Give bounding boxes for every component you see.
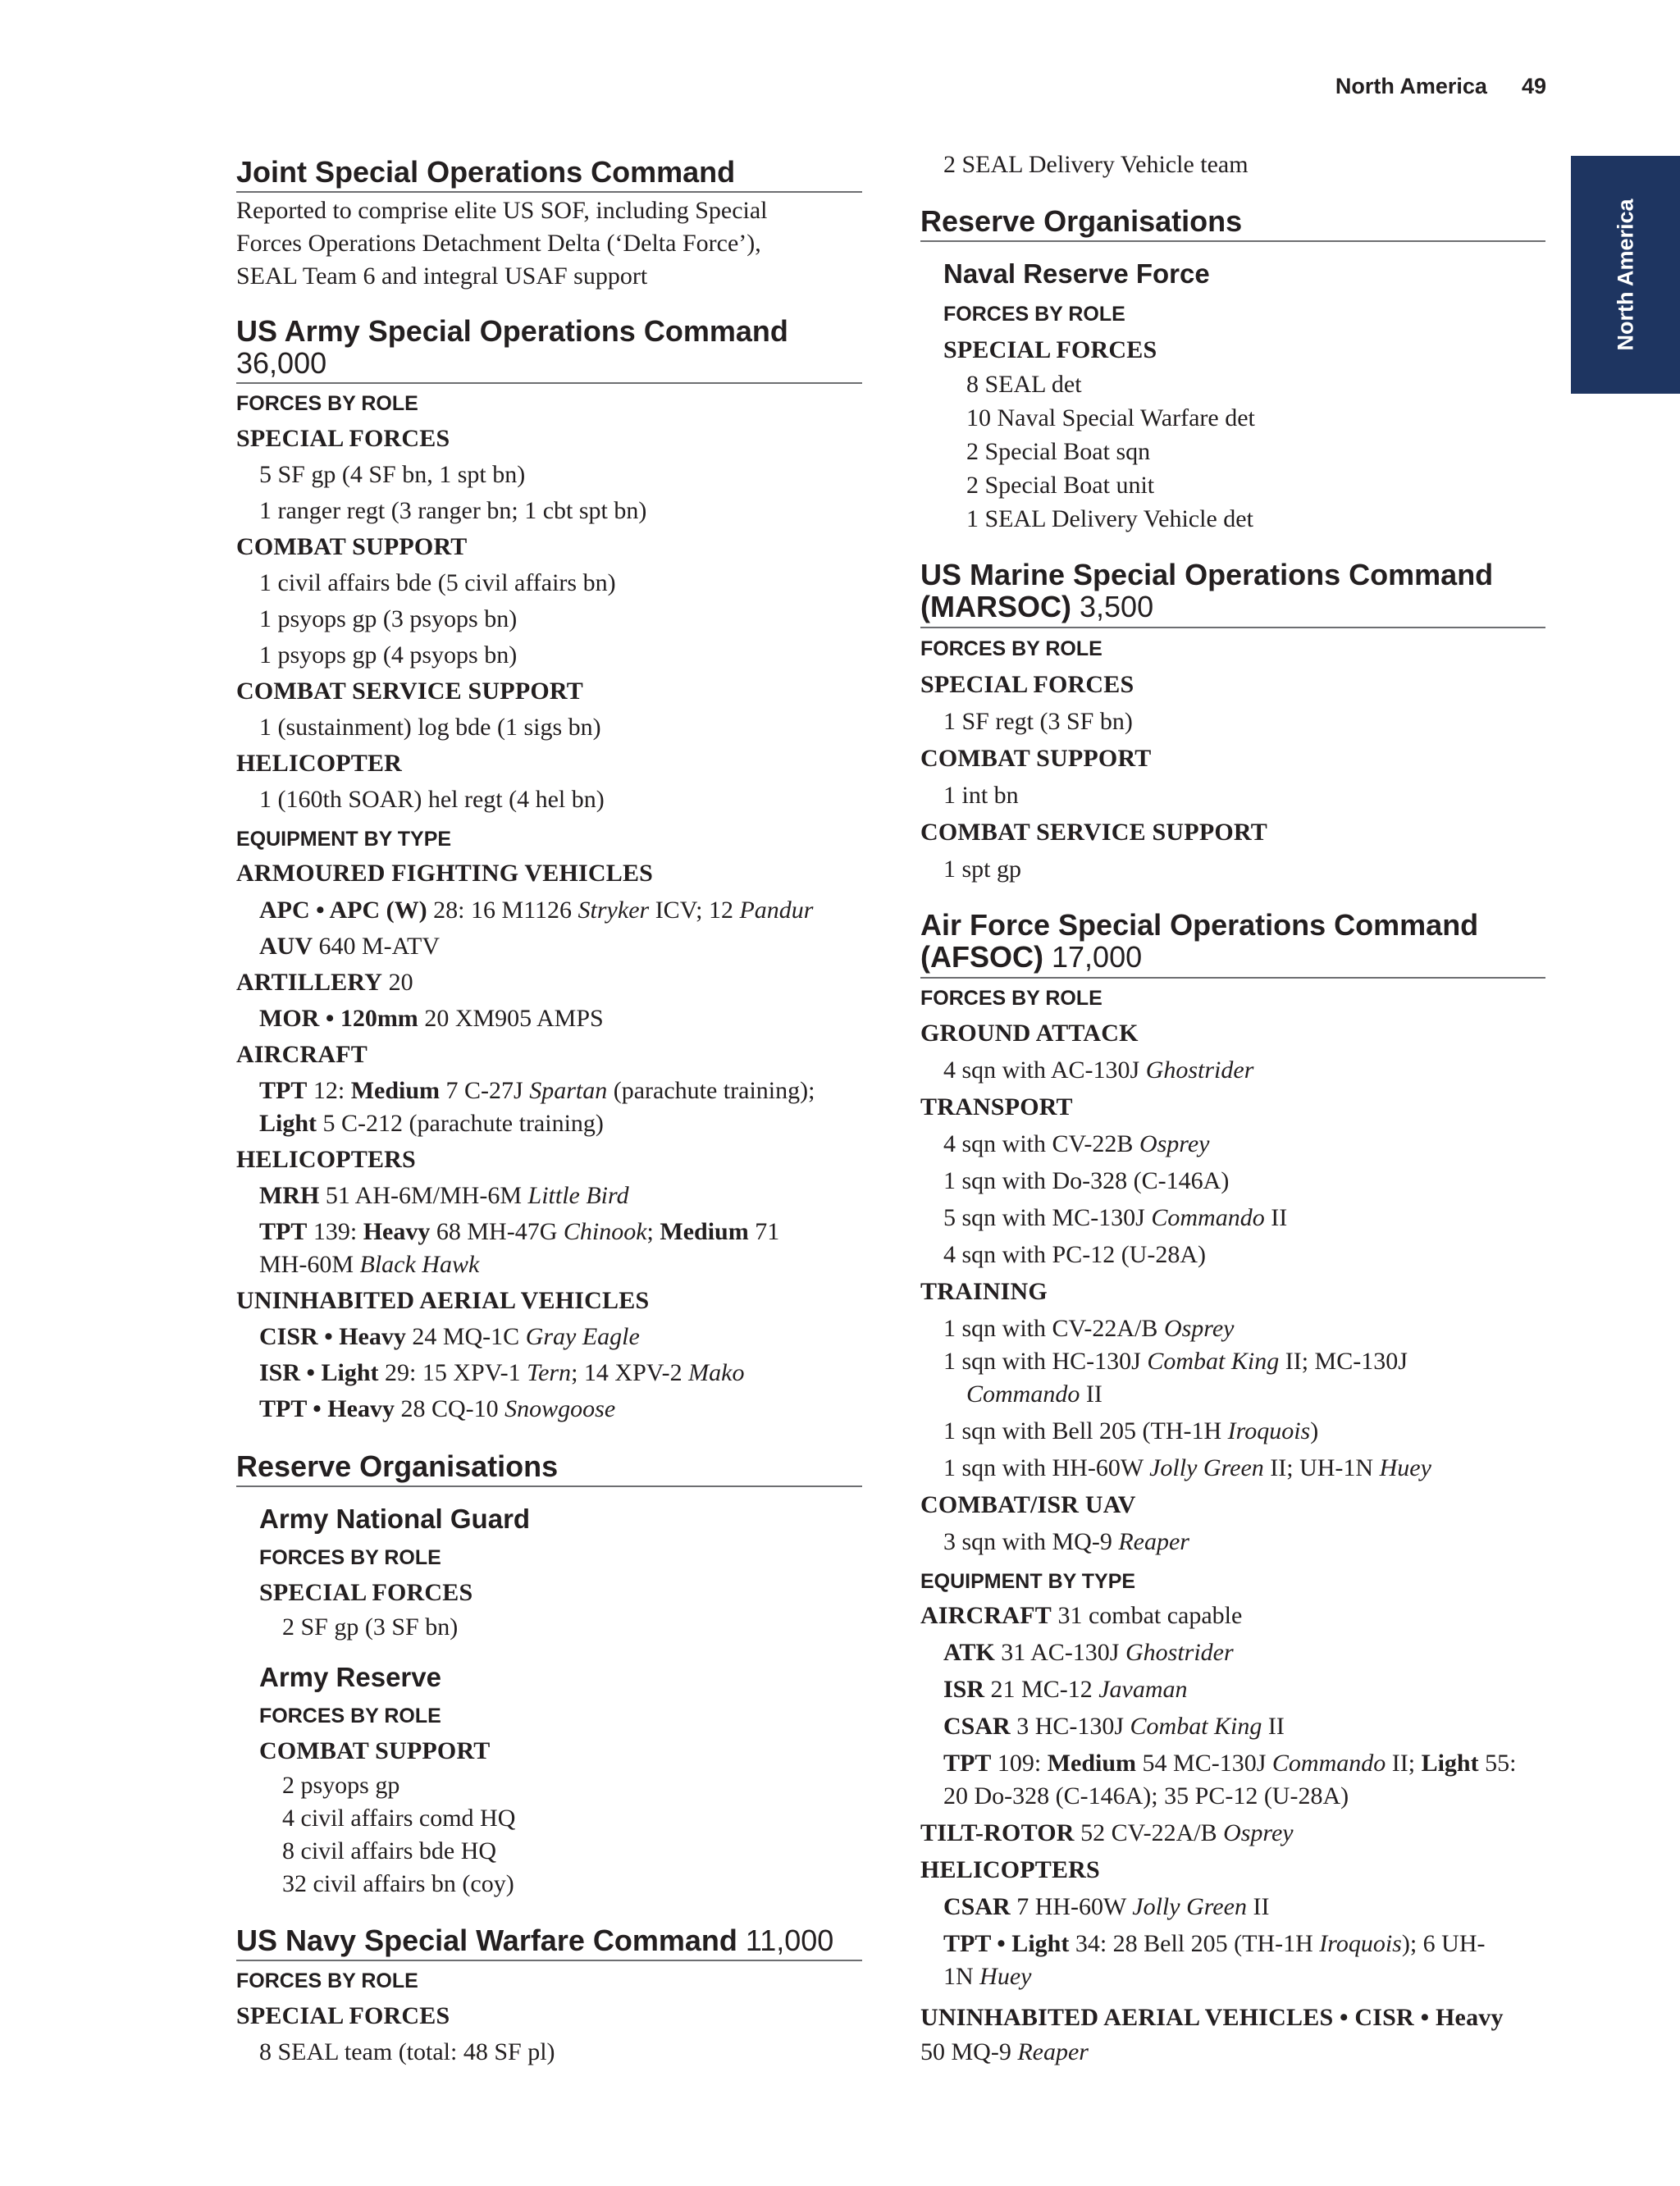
forces-by-role-label: FORCES BY ROLE xyxy=(920,987,1102,1010)
unit-entry: 1 sqn with Do-328 (C-146A) xyxy=(943,1167,1230,1194)
unit-entry: 1 SEAL Delivery Vehicle det xyxy=(966,505,1253,532)
jsoc-desc-line: SEAL Team 6 and integral USAF support xyxy=(236,262,648,290)
category-label: TRAINING xyxy=(920,1278,1048,1305)
equipment-entry: CSAR 7 HH-60W Jolly Green II xyxy=(943,1893,1270,1920)
equipment-entry: CISR • Heavy 24 MQ-1C Gray Eagle xyxy=(259,1323,640,1350)
army-soc-strength: 36,000 xyxy=(236,346,327,380)
equipment-entry: TILT-ROTOR 52 CV-22A/B Osprey xyxy=(920,1819,1294,1846)
equipment-entry: TPT • Light 34: 28 Bell 205 (TH-1H Iroquois); 6 UH- xyxy=(943,1930,1486,1957)
equipment-entry-cont: 50 MQ-9 Reaper xyxy=(920,2038,1089,2065)
side-tab-label: North America xyxy=(1613,199,1637,351)
forces-by-role-label: FORCES BY ROLE xyxy=(259,1546,441,1569)
equipment-entry: MRH 51 AH-6M/MH-6M Little Bird xyxy=(259,1182,629,1209)
unit-entry: 1 int bn xyxy=(943,782,1019,809)
category-label: COMBAT SERVICE SUPPORT xyxy=(920,819,1267,846)
category-label: SPECIAL FORCES xyxy=(236,425,450,452)
unit-entry: 1 psyops gp (4 psyops bn) xyxy=(259,641,518,669)
jsoc-rule xyxy=(236,191,862,193)
reserve-rule xyxy=(236,1485,862,1487)
forces-by-role-label: FORCES BY ROLE xyxy=(236,1969,418,1992)
navsw-heading: US Navy Special Warfare Command 11,000 xyxy=(236,1924,834,1957)
unit-entry: 1 SF regt (3 SF bn) xyxy=(943,708,1133,735)
category-label: SPECIAL FORCES xyxy=(943,336,1157,363)
section-thumb-tab xyxy=(1571,156,1680,394)
reserve-heading: Reserve Organisations xyxy=(236,1449,559,1483)
equipment-entry: TPT 109: Medium 54 MC-130J Commando II; Light 55: xyxy=(943,1750,1517,1777)
jsoc-heading: Joint Special Operations Command xyxy=(236,155,736,189)
unit-entry: 2 Special Boat sqn xyxy=(966,438,1151,465)
navsw-rule xyxy=(236,1960,862,1961)
forces-by-role-label: FORCES BY ROLE xyxy=(236,392,418,415)
unit-entry: 8 civil affairs bde HQ xyxy=(282,1837,497,1864)
category-label: COMBAT SUPPORT xyxy=(236,533,468,560)
reserve-heading: Reserve Organisations xyxy=(920,204,1243,238)
unit-entry: 1 ranger regt (3 ranger bn; 1 cbt spt bn) xyxy=(259,497,647,524)
equipment-entry: ISR • Light 29: 15 XPV-1 Tern; 14 XPV-2 Mako xyxy=(259,1359,745,1386)
category-label: SPECIAL FORCES xyxy=(236,2002,450,2029)
marsoc-strength: 3,500 xyxy=(1080,590,1154,623)
marsoc-heading: US Marine Special Operations Command xyxy=(920,558,1494,591)
running-head xyxy=(1335,74,1546,99)
unit-entry: 1 sqn with Bell 205 (TH-1H Iroquois) xyxy=(943,1417,1319,1444)
unit-entry: 4 sqn with CV-22B Osprey xyxy=(943,1130,1210,1157)
category-label: HELICOPTERS xyxy=(236,1146,416,1173)
unit-entry: 2 Special Boat unit xyxy=(966,472,1155,499)
unit-entry: 1 psyops gp (3 psyops bn) xyxy=(259,605,518,632)
equipment-entry-cont: MH-60M Black Hawk xyxy=(259,1251,480,1278)
afsoc-heading: Air Force Special Operations Command xyxy=(920,908,1479,942)
army-soc-rule xyxy=(236,382,862,384)
afsoc-strength: 17,000 xyxy=(1052,940,1143,974)
equipment-entry-cont: 1N Huey xyxy=(943,1963,1032,1990)
unit-entry: 4 sqn with PC-12 (U-28A) xyxy=(943,1241,1206,1268)
marsoc-rule xyxy=(920,627,1545,628)
category-label: TRANSPORT xyxy=(920,1093,1073,1120)
equipment-entry: APC • APC (W) 28: 16 M1126 Stryker ICV; 12 Pandur xyxy=(259,897,814,924)
unit-entry: 2 psyops gp xyxy=(282,1772,400,1799)
navsw-strength: 11,000 xyxy=(745,1924,834,1957)
equipment-entry-cont: 20 Do-328 (C-146A); 35 PC-12 (U-28A) xyxy=(943,1782,1349,1809)
unit-entry: 5 sqn with MC-130J Commando II xyxy=(943,1204,1288,1231)
equipment-entry: TPT 139: Heavy 68 MH-47G Chinook; Medium 71 xyxy=(259,1218,780,1245)
reserve-rule xyxy=(920,240,1545,242)
category-label: SPECIAL FORCES xyxy=(259,1579,473,1606)
equipment-entry: TPT • Heavy 28 CQ-10 Snowgoose xyxy=(259,1395,616,1422)
category-label: COMBAT SUPPORT xyxy=(920,745,1152,772)
afsoc-rule xyxy=(920,977,1545,979)
page-number: 49 xyxy=(1521,74,1546,98)
category-label: COMBAT/ISR UAV xyxy=(920,1491,1136,1518)
category-label: UNINHABITED AERIAL VEHICLES xyxy=(236,1287,650,1314)
unit-entry: 2 SEAL Delivery Vehicle team xyxy=(943,151,1249,178)
unit-entry: 1 (sustainment) log bde (1 sigs bn) xyxy=(259,714,601,741)
category-label: GROUND ATTACK xyxy=(920,1020,1139,1047)
equipment-entry: ATK 31 AC-130J Ghostrider xyxy=(943,1639,1234,1666)
category-label: HELICOPTER xyxy=(236,750,403,777)
equipment-entry: CSAR 3 HC-130J Combat King II xyxy=(943,1713,1285,1740)
unit-entry: 1 sqn with HC-130J Combat King II; MC-130J xyxy=(943,1348,1408,1375)
unit-entry: 4 civil affairs comd HQ xyxy=(282,1805,516,1832)
equipment-entry: AIRCRAFT 31 combat capable xyxy=(920,1602,1243,1629)
equipment-by-type-label: EQUIPMENT BY TYPE xyxy=(236,828,452,851)
equipment-entry: MOR • 120mm 20 XM905 AMPS xyxy=(259,1005,604,1032)
unit-entry: 4 sqn with AC-130J Ghostrider xyxy=(943,1056,1254,1084)
unit-entry: 3 sqn with MQ-9 Reaper xyxy=(943,1528,1189,1555)
unit-entry: 1 (160th SOAR) hel regt (4 hel bn) xyxy=(259,786,605,813)
army-soc-heading: US Army Special Operations Command xyxy=(236,314,788,348)
unit-entry: 1 civil affairs bde (5 civil affairs bn) xyxy=(259,569,616,596)
subsection-heading: Army National Guard xyxy=(259,1504,531,1534)
equipment-entry: ARTILLERY 20 xyxy=(236,969,413,996)
equipment-entry: ISR 21 MC-12 Javaman xyxy=(943,1676,1188,1703)
unit-entry: 10 Naval Special Warfare det xyxy=(966,404,1255,431)
category-label: COMBAT SERVICE SUPPORT xyxy=(236,678,583,705)
jsoc-desc-line: Reported to comprise elite US SOF, including Special xyxy=(236,197,768,224)
category-label: ARMOURED FIGHTING VEHICLES xyxy=(236,860,654,887)
unit-entry-cont: Commando II xyxy=(966,1381,1102,1408)
equipment-by-type-label: EQUIPMENT BY TYPE xyxy=(920,1570,1136,1593)
unit-entry: 8 SEAL team (total: 48 SF pl) xyxy=(259,2038,555,2065)
category-label: SPECIAL FORCES xyxy=(920,671,1134,698)
unit-entry: 5 SF gp (4 SF bn, 1 spt bn) xyxy=(259,461,526,488)
unit-entry: 8 SEAL det xyxy=(966,371,1082,398)
marsoc-heading-cont: (MARSOC) 3,500 xyxy=(920,590,1154,623)
forces-by-role-label: FORCES BY ROLE xyxy=(920,637,1102,660)
forces-by-role-label: FORCES BY ROLE xyxy=(943,303,1125,326)
category-label: COMBAT SUPPORT xyxy=(259,1737,491,1764)
unit-entry: 1 sqn with HH-60W Jolly Green II; UH-1N Huey xyxy=(943,1454,1431,1481)
unit-entry: 32 civil affairs bn (coy) xyxy=(282,1870,514,1897)
unit-entry: 2 SF gp (3 SF bn) xyxy=(282,1613,459,1641)
subsection-heading: Army Reserve xyxy=(259,1662,441,1692)
afsoc-heading-cont: (AFSOC) 17,000 xyxy=(920,940,1143,974)
equipment-entry: AUV 640 M-ATV xyxy=(259,933,440,960)
running-head-section: North America xyxy=(1335,74,1487,98)
unit-entry: 1 spt gp xyxy=(943,856,1022,883)
equipment-entry: TPT 12: Medium 7 C-27J Spartan (parachute training); xyxy=(259,1077,815,1104)
equipment-entry: UNINHABITED AERIAL VEHICLES • CISR • Heavy xyxy=(920,2004,1504,2031)
category-label: HELICOPTERS xyxy=(920,1856,1100,1883)
forces-by-role-label: FORCES BY ROLE xyxy=(259,1705,441,1727)
category-label: AIRCRAFT xyxy=(236,1041,368,1068)
subsection-heading: Naval Reserve Force xyxy=(943,258,1210,289)
unit-entry: 1 sqn with CV-22A/B Osprey xyxy=(943,1315,1235,1342)
jsoc-desc-line: Forces Operations Detachment Delta (‘Delta Force’), xyxy=(236,230,761,257)
equipment-entry-cont: Light 5 C-212 (parachute training) xyxy=(259,1110,604,1137)
